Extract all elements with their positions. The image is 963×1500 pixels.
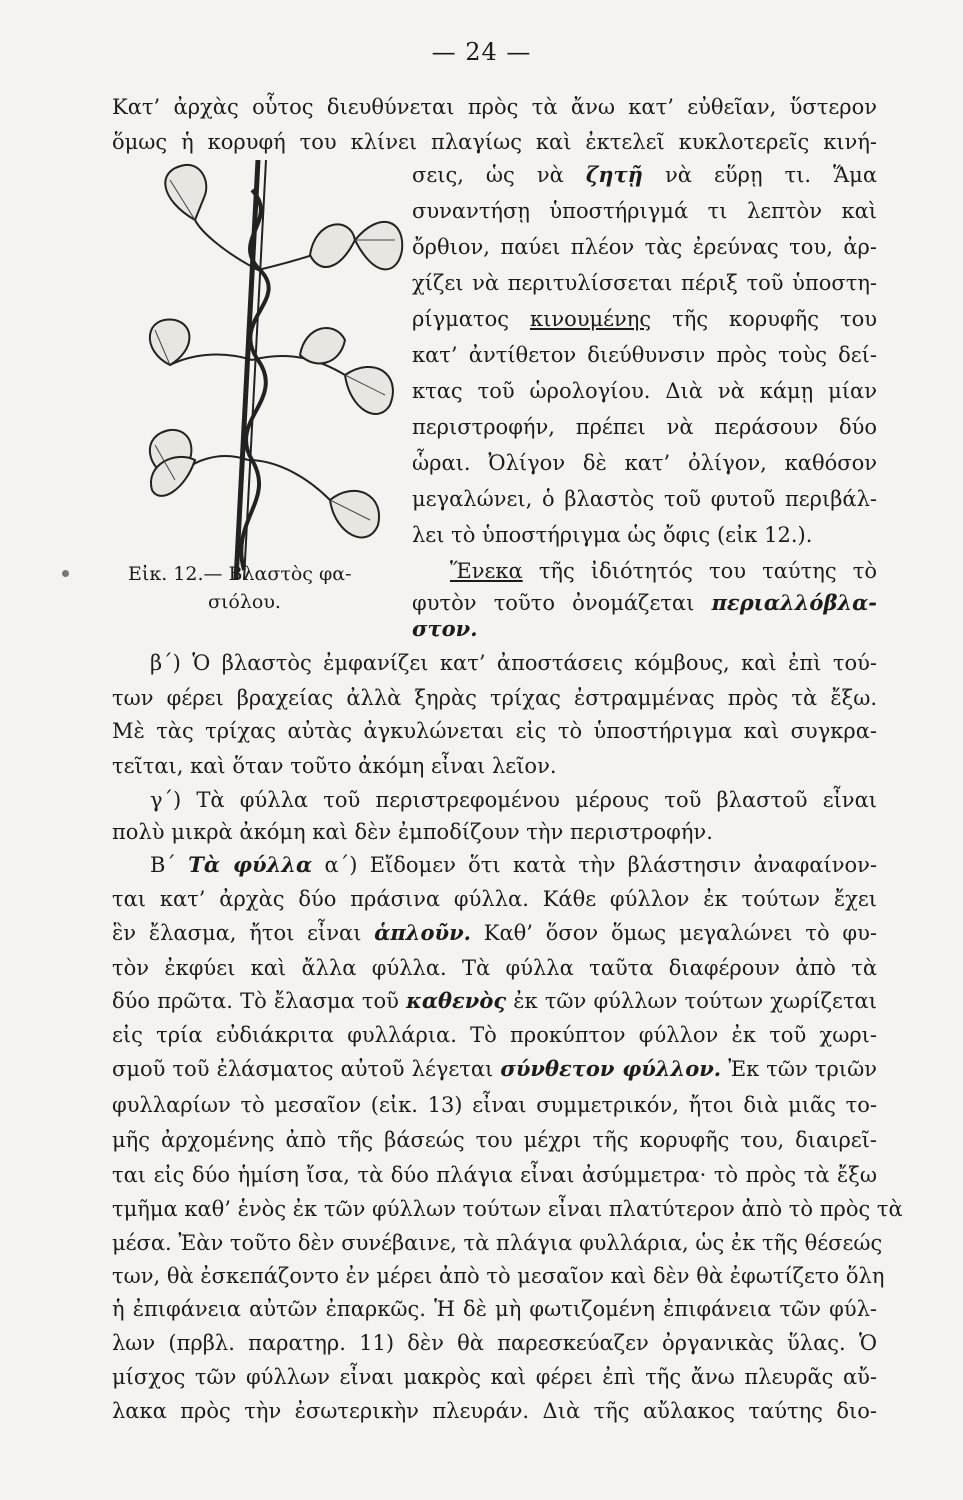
text-line: μῆς ἀρχομένης ἀπὸ τῆς βάσεώς του μέχρι τῆς κορυφῆς του, διαιρεῖ-: [112, 1128, 877, 1152]
text-line: πολὺ μικρὰ ἀκόμη καὶ δὲν ἐμποδίζουν τὴν περιστροφήν.: [112, 820, 713, 844]
bean-stem-illustration: [140, 160, 410, 580]
text-line: σεις, ὡς νὰ ζητῇ νὰ εὕρῃ τι. Ἅμα: [412, 162, 878, 187]
text-line: περιστροφήν, πρέπει νὰ περάσουν δύο: [412, 415, 877, 439]
text-line: ται κατ’ ἀρχὰς δύο πράσινα φύλλα. Κάθε φύλλον ἐκ τούτων ἔχει: [112, 887, 877, 911]
text-line: ὅμως ἡ κορυφή του κλίνει πλαγίως καὶ ἐκτελεῖ κυκλοτερεῖς κινή-: [112, 130, 877, 154]
text-line: τμῆμα καθ’ ἑνὸς ἐκ τῶν φύλλων τούτων εἶναι πλατύτερον ἀπὸ τὸ πρὸς τὰ: [112, 1197, 903, 1221]
text-line: δύο πρῶτα. Τὸ ἔλασμα τοῦ καθενὸς ἐκ τῶν φύλλων τούτων χωρίζεται: [112, 988, 877, 1013]
text-line: γ΄) Τὰ φύλλα τοῦ περιστρεφομένου μέρους τοῦ βλαστοῦ εἶναι: [150, 788, 877, 812]
text-line: χίζει νὰ περιτυλίσσεται πέριξ τοῦ ὑποστη-: [412, 271, 877, 295]
text-line: τεῖται, καὶ ὅταν τοῦτο ἀκόμη εἶναι λεῖον.: [112, 754, 557, 778]
text-line: λει τὸ ὑποστήριγμα ὡς ὄφις (εἰκ 12.).: [412, 523, 813, 547]
page-number: — 24 —: [431, 38, 532, 66]
text-line: των φέρει βραχείας ἀλλὰ ξηρὰς τρίχας ἐστραμμένας πρὸς τὰ ἔξω.: [112, 686, 877, 710]
text-line: β΄) Ὁ βλαστὸς ἐμφανίζει κατ’ ἀποστάσεις κόμβους, καὶ ἐπὶ τού-: [150, 651, 877, 675]
text-line: των, θὰ ἐσκεπάζοντο ἐν μέρει ἀπὸ τὸ μεσαῖον καὶ δὲν θὰ ἐφωτίζετο ὅλη: [112, 1264, 885, 1288]
text-line: τὸν ἐκφύει καὶ ἄλλα φύλλα. Τὰ φύλλα ταῦτα διαφέρουν ἀπὸ τὰ: [112, 956, 877, 980]
text-line: Μὲ τὰς τρίχας αὐτὰς ἀγκυλώνεται εἰς τὸ ὑποστήριγμα καὶ συγκρα-: [112, 719, 877, 743]
figure-caption-line-2: σιόλου.: [208, 591, 281, 613]
text-line: μέσα. Ἐὰν τοῦτο δὲν συνέβαινε, τὰ πλάγια φυλλάρια, ὡς ἐκ τῆς θέσεώς: [112, 1231, 883, 1255]
text-line: λακα πρὸς τὴν ἐσωτερικὴν πλευράν. Διὰ τῆς αὔλακος ταύτης διο-: [112, 1399, 877, 1423]
text-line: ὧραι. Ὀλίγον δὲ κατ’ ὀλίγον, καθόσον: [412, 451, 877, 475]
text-line: συναντήσῃ ὑποστήριγμά τι λεπτὸν καὶ: [412, 199, 877, 223]
text-line: ρίγματος κινουμένης τῆς κορυφῆς του: [412, 307, 877, 331]
text-line: κατ’ ἀντίθετον διεύθυνσιν πρὸς τοὺς δεί-: [412, 343, 877, 367]
text-line: φυλλαρίων τὸ μεσαῖον (εἰκ. 13) εἶναι συμμετρικόν, ἤτοι διὰ μιᾶς το-: [112, 1093, 877, 1117]
text-line: κτας τοῦ ὡρολογίου. Διὰ νὰ κάμῃ μίαν: [412, 379, 877, 403]
figure-caption-line-1: Εἰκ. 12.— Βλαστὸς φα-: [128, 563, 352, 585]
text-line: ἡ ἐπιφάνεια αὐτῶν ἐπαρκῶς. Ἡ δὲ μὴ φωτιζομένη ἐπιφάνεια τῶν φύλ-: [112, 1297, 877, 1321]
text-line: μίσχος τῶν φύλλων εἶναι μακρὸς καὶ φέρει ἐπὶ τῆς ἄνω πλευρᾶς αὔ-: [112, 1365, 877, 1389]
text-line: σμοῦ τοῦ ἐλάσματος αὐτοῦ λέγεται σύνθετον φύλλον. Ἐκ τῶν τριῶν: [112, 1056, 877, 1081]
text-line: μεγαλώνει, ὁ βλαστὸς τοῦ φυτοῦ περιβάλ-: [412, 487, 877, 511]
text-line: ἓν ἔλασμα, ἤτοι εἶναι ἁπλοῦν. Καθ’ ὅσον ὅμως μεγαλώνει τὸ φυ-: [112, 920, 877, 945]
text-line: φυτὸν τοῦτο ὀνομάζεται περιαλλόβλα-: [412, 590, 877, 615]
text-line: Ἕνεκα τῆς ἰδιότητός του ταύτης τὸ: [450, 559, 877, 583]
text-line: εἰς τρία εὐδιάκριτα φυλλάρια. Τὸ προκύπτον φύλλον ἐκ τοῦ χωρι-: [112, 1023, 877, 1047]
text-line: στον.: [412, 616, 478, 641]
margin-dot: [62, 570, 69, 577]
text-line: λων (πρβλ. παρατηρ. 11) δὲν θὰ παρεσκεύαζεν ὀργανικὰς ὕλας. Ὁ: [112, 1331, 877, 1355]
text-line: ται εἰς δύο ἡμίση ἴσα, τὰ δύο πλάγια εἶναι ἀσύμμετρα· τὸ πρὸς τὰ ἔξω: [112, 1163, 877, 1187]
text-line: ὄρθιον, παύει πλέον τὰς ἐρεύνας του, ἀρ-: [412, 235, 877, 259]
text-line: Κατ’ ἀρχὰς οὗτος διευθύνεται πρὸς τὰ ἄνω κατ’ εὐθεῖαν, ὕστερον: [112, 95, 877, 119]
section-heading-line: Β΄ Τὰ φύλλα α΄) Εἴδομεν ὅτι κατὰ τὴν βλάστησιν ἀναφαίνον-: [150, 852, 878, 877]
